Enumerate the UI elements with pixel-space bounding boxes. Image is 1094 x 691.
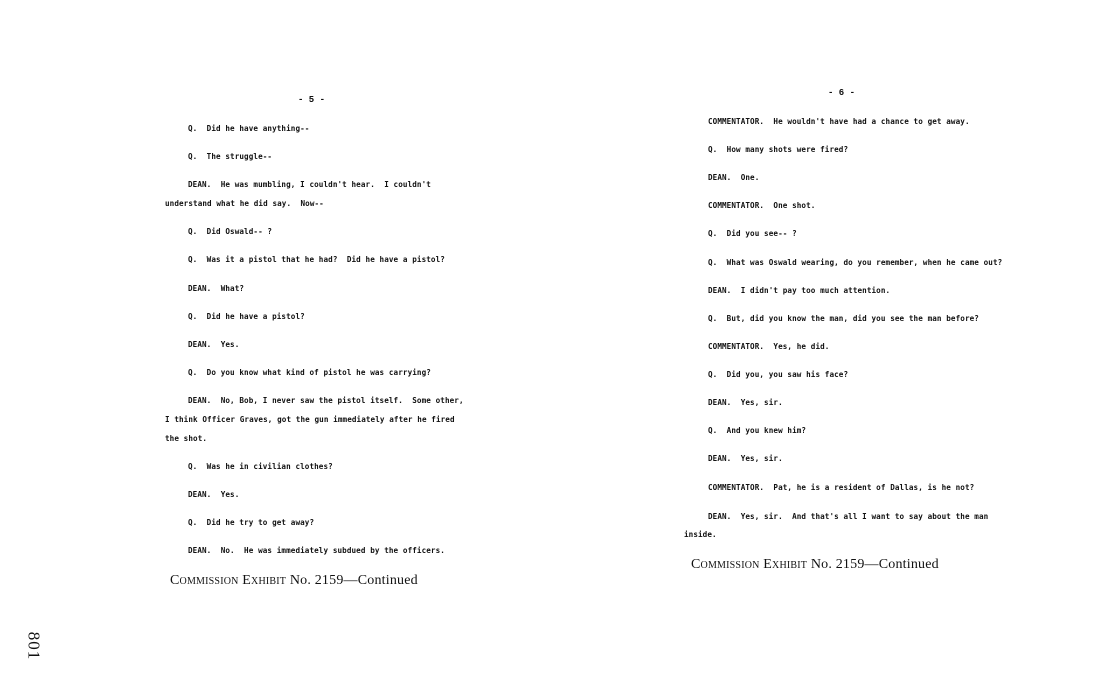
transcript-line: DEAN. He was mumbling, I couldn't hear. I couldn't xyxy=(188,180,431,189)
right-page xyxy=(547,0,1094,691)
transcript-line: DEAN. No. He was immediately subdued by the officers. xyxy=(188,546,445,555)
transcript-line: Q. How many shots were fired? xyxy=(708,145,849,154)
caption-prefix: Commission Exhibit xyxy=(170,573,287,588)
transcript-line: Q. Did you see-- ? xyxy=(708,229,797,238)
transcript-line: DEAN. What? xyxy=(188,284,245,293)
transcript-line: inside. xyxy=(684,530,717,539)
transcript-line: Q. Do you know what kind of pistol he was carrying? xyxy=(188,368,431,377)
transcript-line: understand what he did say. Now-- xyxy=(165,199,324,208)
transcript-line: Q. What was Oswald wearing, do you remember, when he came out? xyxy=(708,258,1003,267)
transcript-line: Q. And you knew him? xyxy=(708,426,807,435)
left-page-number: - 5 - xyxy=(298,95,326,105)
exhibit-caption xyxy=(691,557,939,573)
transcript-line: DEAN. Yes, sir. And that's all I want to say about the man xyxy=(708,512,989,521)
transcript-line: Q. Did he try to get away? xyxy=(188,518,315,527)
transcript-line: Q. But, did you know the man, did you see the man before? xyxy=(708,314,979,323)
transcript-line: DEAN. No, Bob, I never saw the pistol itself. Some other, xyxy=(188,396,464,405)
caption-suffix: No. 2159—Continued xyxy=(289,573,418,588)
transcript-line: DEAN. Yes, sir. xyxy=(708,398,783,407)
transcript-line: DEAN. Yes, sir. xyxy=(708,454,783,463)
transcript-line: DEAN. One. xyxy=(708,173,760,182)
caption-suffix: No. 2159—Continued xyxy=(810,557,939,572)
transcript-line: COMMENTATOR. One shot. xyxy=(708,201,816,210)
transcript-line: COMMENTATOR. He wouldn't have had a chance to get away. xyxy=(708,117,970,126)
transcript-line: DEAN. I didn't pay too much attention. xyxy=(708,286,891,295)
right-page-number: - 6 - xyxy=(828,88,856,98)
transcript-line: Q. The struggle-- xyxy=(188,152,273,161)
transcript-line: COMMENTATOR. Pat, he is a resident of Dallas, is he not? xyxy=(708,483,975,492)
transcript-line: DEAN. Yes. xyxy=(188,490,240,499)
transcript-line: Q. Was it a pistol that he had? Did he have a pistol? xyxy=(188,255,445,264)
transcript-line: DEAN. Yes. xyxy=(188,340,240,349)
transcript-line: Q. Did Oswald-- ? xyxy=(188,227,273,236)
transcript-line: COMMENTATOR. Yes, he did. xyxy=(708,342,830,351)
transcript-line: I think Officer Graves, got the gun immediately after he fired xyxy=(165,415,455,424)
transcript-line: Q. Did you, you saw his face? xyxy=(708,370,849,379)
transcript-line: Q. Was he in civilian clothes? xyxy=(188,462,333,471)
exhibit-caption xyxy=(170,573,418,589)
transcript-line: the shot. xyxy=(165,434,208,443)
transcript-line: Q. Did he have a pistol? xyxy=(188,312,305,321)
transcript-line: Q. Did he have anything-- xyxy=(188,124,310,133)
volume-page-number: 801 xyxy=(24,631,44,661)
caption-prefix: Commission Exhibit xyxy=(691,557,808,572)
